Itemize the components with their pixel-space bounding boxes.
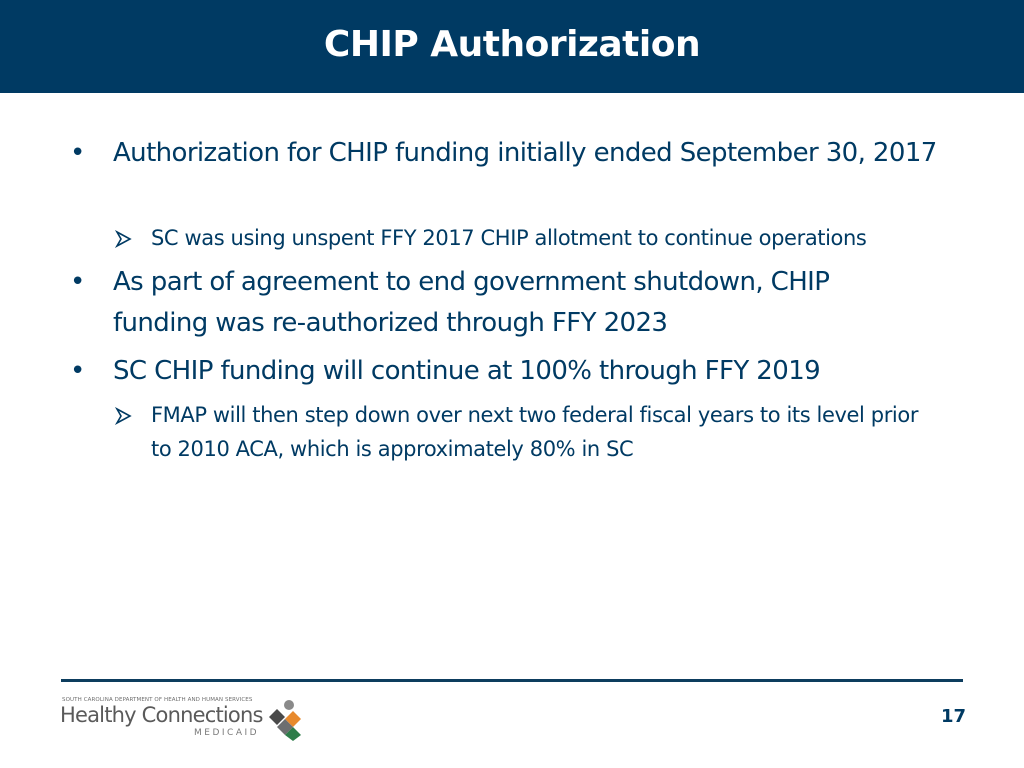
slide-title: CHIP Authorization bbox=[323, 24, 701, 65]
bullet-3 bbox=[70, 351, 950, 392]
sub-bullet-text: FMAP will then step down over next two federal fiscal years to its level prior to 2010 ACA, which is approximately 80% in SC bbox=[151, 403, 919, 461]
bullet-text: Authorization for CHIP funding initially ended September 30, 2017 bbox=[113, 138, 937, 168]
logo-brand: Healthy Connections bbox=[60, 703, 263, 727]
logo-department: SOUTH CAROLINA DEPARTMENT OF HEALTH AND HUMAN SERVICES bbox=[62, 697, 253, 703]
footer-divider bbox=[61, 679, 963, 682]
bullet-2 bbox=[70, 262, 930, 344]
bullet-text: SC CHIP funding will continue at 100% through FFY 2019 bbox=[113, 356, 821, 386]
sub-bullet-3-1 bbox=[114, 398, 934, 466]
logo-sub: MEDICAID bbox=[194, 728, 260, 738]
page-number: 17 bbox=[940, 706, 966, 727]
healthy-connections-logo bbox=[60, 697, 310, 743]
bullet-dot-icon: • bbox=[70, 267, 85, 297]
sub-bullet-text: SC was using unspent FFY 2017 CHIP allotment to continue operations bbox=[151, 226, 867, 250]
sub-bullet-1-1 bbox=[114, 221, 974, 255]
arrow-bullet-icon bbox=[114, 407, 132, 425]
bullet-text: As part of agreement to end government shutdown, CHIP funding was re-authorized through FFY 2023 bbox=[113, 267, 830, 338]
title-bar bbox=[0, 0, 1024, 93]
arrow-bullet-icon bbox=[114, 230, 132, 248]
bullet-dot-icon: • bbox=[70, 138, 85, 168]
bullet-1 bbox=[70, 133, 950, 174]
logo-mark-icon bbox=[265, 699, 305, 741]
bullet-dot-icon: • bbox=[70, 356, 85, 386]
